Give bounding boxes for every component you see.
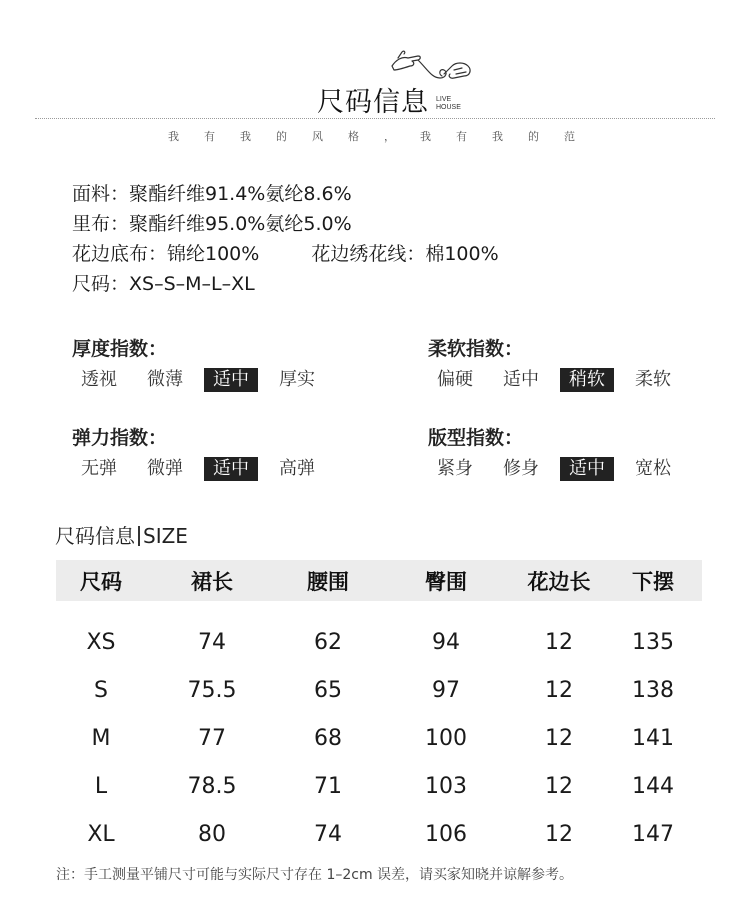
table-cell: L <box>94 773 108 799</box>
table-cell: 12 <box>545 629 573 655</box>
table-cell: 12 <box>545 677 573 703</box>
column-header: 尺码 <box>80 569 122 594</box>
size-table-heading <box>55 520 188 549</box>
fit-index <box>428 423 692 483</box>
table-cell: XS <box>86 629 116 655</box>
fit-options <box>428 457 692 483</box>
table-cell: 144 <box>632 773 674 799</box>
softness-option: 偏硬 <box>437 369 473 390</box>
softness-options <box>428 368 692 394</box>
thickness-option: 微薄 <box>147 369 183 390</box>
fabric-lining: 里布：聚酯纤维95.0%氨纶5.0% <box>72 213 352 235</box>
table-cell: M <box>91 725 111 751</box>
slogan-char: 范 <box>564 130 575 143</box>
softness-option: 柔软 <box>635 369 671 390</box>
table-cell: 12 <box>545 725 573 751</box>
table-cell: 138 <box>632 677 674 703</box>
elasticity-options <box>72 457 336 483</box>
slogan-char: 我 <box>420 130 431 143</box>
table-cell: 12 <box>545 821 573 847</box>
thickness-option: 适中 <box>204 368 258 392</box>
table-cell: 74 <box>314 821 342 847</box>
table-cell: 106 <box>425 821 467 847</box>
softness-index-title: 柔软指数： <box>428 338 524 360</box>
slogan-char: 我 <box>168 130 179 143</box>
elasticity-option: 高弹 <box>279 458 315 479</box>
table-cell: 12 <box>545 773 573 799</box>
dotted-divider <box>35 118 715 119</box>
fit-option: 紧身 <box>437 458 473 479</box>
brand-badge <box>436 96 461 112</box>
table-cell: 65 <box>314 677 342 703</box>
thickness-options <box>72 368 336 394</box>
column-header: 花边长 <box>527 569 591 594</box>
fit-option: 适中 <box>560 457 614 481</box>
elasticity-index-title: 弹力指数： <box>72 427 168 449</box>
elasticity-option: 适中 <box>204 457 258 481</box>
brand-badge-line1: LIVE <box>436 96 452 103</box>
softness-option: 稍软 <box>560 368 614 392</box>
table-row <box>56 618 702 666</box>
slogan-char: ， <box>384 130 395 143</box>
size-heading-cn: 尺码信息 <box>55 524 135 548</box>
fabric-lace-thread: 花边绣花线：棉100% <box>311 243 499 265</box>
table-cell: 75.5 <box>187 677 237 703</box>
fabric-info <box>72 179 499 299</box>
thickness-option: 透视 <box>81 369 117 390</box>
slogan-char: 有 <box>204 130 215 143</box>
page-title: 尺码信息 <box>317 87 429 118</box>
column-header: 下摆 <box>632 569 674 594</box>
table-cell: 97 <box>432 677 460 703</box>
table-row <box>56 714 702 762</box>
table-cell: 62 <box>314 629 342 655</box>
thickness-option: 厚实 <box>279 369 315 390</box>
table-cell: 71 <box>314 773 342 799</box>
column-header: 腰围 <box>307 569 349 594</box>
measurement-note: 注：手工测量平铺尺寸可能与实际尺寸存在 1–2cm 误差，请买家知晓并谅解参考。 <box>56 867 574 883</box>
slogan-char: 有 <box>456 130 467 143</box>
fit-option: 宽松 <box>635 458 671 479</box>
table-cell: 74 <box>198 629 226 655</box>
slogan-char: 的 <box>276 130 287 143</box>
fit-option: 修身 <box>503 458 539 479</box>
fabric-sizes: 尺码：XS–S–M–L–XL <box>72 273 255 295</box>
table-cell: XL <box>87 821 115 847</box>
thickness-index <box>72 334 336 394</box>
fabric-face: 面料：聚酯纤维91.4%氨纶8.6% <box>72 183 352 205</box>
table-cell: 68 <box>314 725 342 751</box>
size-heading-en: SIZE <box>143 524 188 548</box>
slogan <box>168 128 600 144</box>
softness-option: 适中 <box>503 369 539 390</box>
heading-separator <box>138 526 140 546</box>
thickness-index-title: 厚度指数： <box>72 338 168 360</box>
column-header: 裙长 <box>191 569 233 594</box>
table-cell: 141 <box>632 725 674 751</box>
slogan-char: 风 <box>312 130 323 143</box>
table-cell: 147 <box>632 821 674 847</box>
fit-index-title: 版型指数： <box>428 427 524 449</box>
table-cell: 100 <box>425 725 467 751</box>
fabric-lace-base: 花边底布：锦纶100% <box>72 243 260 265</box>
elasticity-index <box>72 423 336 483</box>
elasticity-option: 无弹 <box>81 458 117 479</box>
table-cell: S <box>94 677 108 703</box>
table-cell: 94 <box>432 629 460 655</box>
table-row <box>56 666 702 714</box>
table-row <box>56 810 702 858</box>
elasticity-option: 微弹 <box>147 458 183 479</box>
table-header-row <box>56 560 702 601</box>
table-cell: 103 <box>425 773 467 799</box>
table-body <box>56 618 702 858</box>
table-cell: 78.5 <box>187 773 237 799</box>
size-table <box>56 560 702 858</box>
column-header: 臀围 <box>425 569 467 594</box>
slogan-char: 格 <box>348 130 359 143</box>
slogan-char: 我 <box>240 130 251 143</box>
table-cell: 135 <box>632 629 674 655</box>
table-cell: 77 <box>198 725 226 751</box>
brand-badge-line2: HOUSE <box>436 104 461 111</box>
softness-index <box>428 334 692 394</box>
fabric-lace-row <box>72 239 499 269</box>
table-cell: 80 <box>198 821 226 847</box>
table-row <box>56 762 702 810</box>
slogan-char: 我 <box>492 130 503 143</box>
page-header <box>0 0 750 150</box>
slogan-char: 的 <box>528 130 539 143</box>
